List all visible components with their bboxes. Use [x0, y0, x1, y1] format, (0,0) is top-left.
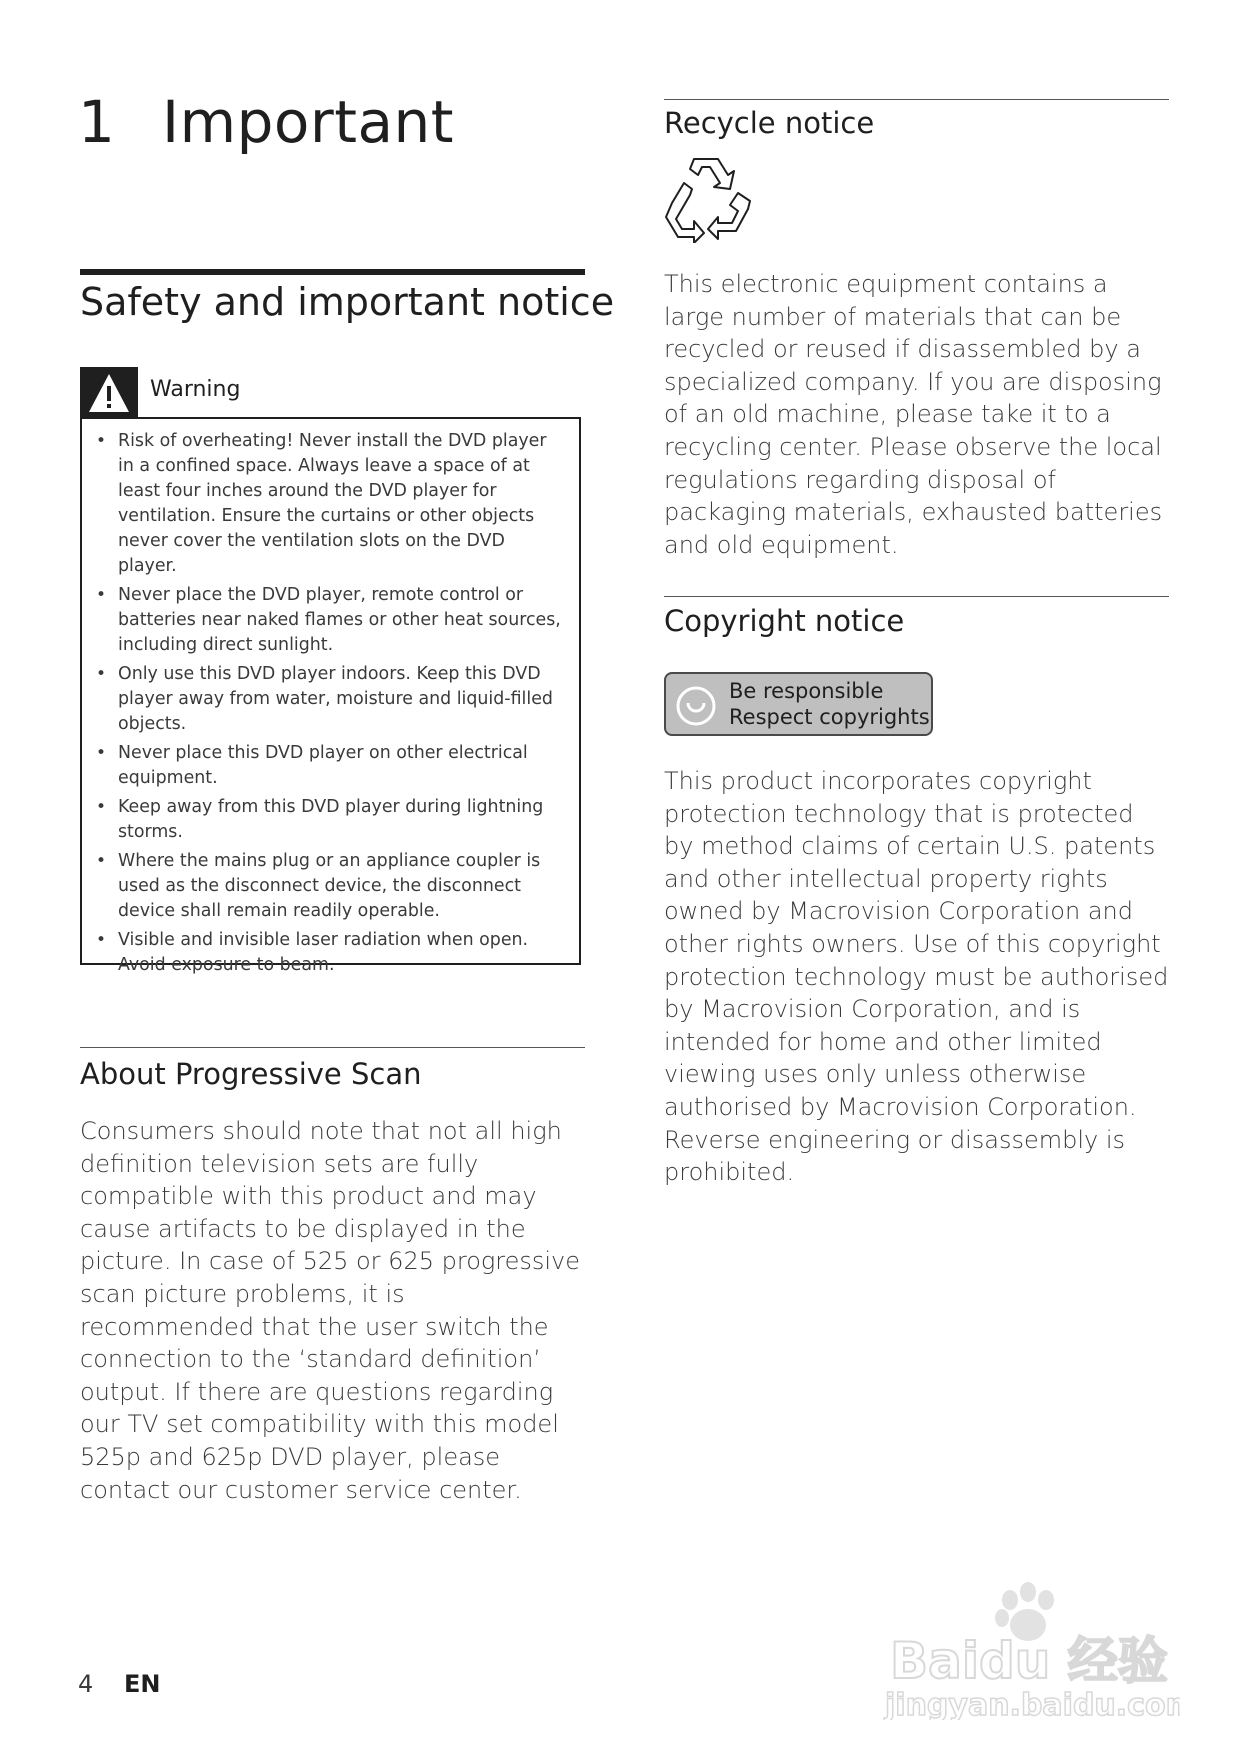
watermark-url: jingyan.baidu.com	[885, 1688, 1180, 1720]
baidu-watermark	[880, 1570, 1180, 1720]
badge-line-1: Be responsible	[729, 679, 884, 703]
list-item: • Visible and invisible laser radiation when open. Avoid exposure to beam.	[118, 928, 567, 978]
section-divider	[664, 596, 1169, 597]
recycle-icon	[664, 155, 752, 243]
page-number: 4	[78, 1670, 94, 1698]
warning-box	[80, 417, 581, 975]
list-item: • Never place the DVD player, remote control or batteries near naked flames or other heat sources, including direct sunlight.	[118, 583, 567, 658]
list-item: • Keep away from this DVD player during lightning storms.	[118, 795, 567, 845]
copyright-badge	[664, 672, 933, 736]
watermark-brand: Baidu 经验	[890, 1632, 1168, 1690]
progressive-heading: About Progressive Scan	[80, 1057, 422, 1091]
list-item: • Where the mains plug or an appliance coupler is used as the disconnect device, the disconnect device shall remain readily operable.	[118, 849, 567, 924]
section-divider	[664, 99, 1169, 100]
warning-label: Warning	[150, 377, 241, 402]
copyright-heading: Copyright notice	[664, 604, 905, 638]
list-item: • Never place this DVD player on other electrical equipment.	[118, 741, 567, 791]
warning-triangle-icon	[80, 367, 138, 417]
chapter-number: 1	[78, 88, 116, 156]
copyright-smile-icon	[676, 686, 716, 726]
warning-header	[80, 367, 585, 417]
safety-heading: Safety and important notice	[80, 280, 615, 324]
section-divider-thick	[80, 269, 585, 275]
copyright-body: This product incorporates copyright protection technology that is protected by method claims of certain U.S. patents and other intellectual property rights owned by Macrovision Corporation and other rights owners. Use of this copyright protection technology must be authorised by Macrovision Corporation, and is intended for home and other limited viewing uses only unless otherwise authorised by Macrovision Corporation. Reverse engineering or disassembly is prohibited.	[664, 767, 1169, 1187]
chapter-title-text: Important	[162, 88, 455, 156]
chapter-title	[78, 88, 454, 156]
list-item: • Risk of overheating! Never install the DVD player in a confined space. Always leave a space of at least four inches around the DVD player for ventilation. Ensure the curtains or other objects never cover the ventilation slots on the DVD player.	[118, 429, 567, 579]
recycle-heading: Recycle notice	[664, 106, 875, 140]
section-divider	[80, 1047, 585, 1048]
warning-list	[82, 419, 579, 978]
progressive-body: Consumers should note that not all high definition television sets are fully compatible with this product and may cause artifacts to be displayed in the picture. In case of 525 or 625 progressive scan picture problems, it is recommended that the user switch the connection to the ‘standard definition’ output. If there are questions regarding our TV set compatibility with this model 525p and 625p DVD player, please contact our customer service center.	[80, 1117, 581, 1504]
badge-line-2: Respect copyrights	[729, 705, 930, 729]
list-item: • Only use this DVD player indoors. Keep this DVD player away from water, moisture and liquid-filled objects.	[118, 662, 567, 737]
recycle-body: This electronic equipment contains a large number of materials that can be recycled or reused if disassembled by a specialized company. If you are disposing of an old machine, please take it to a recycling center. Please observe the local regulations regarding disposal of packaging materials, exhausted batteries and old equipment.	[664, 270, 1163, 559]
page-language: EN	[124, 1670, 161, 1698]
